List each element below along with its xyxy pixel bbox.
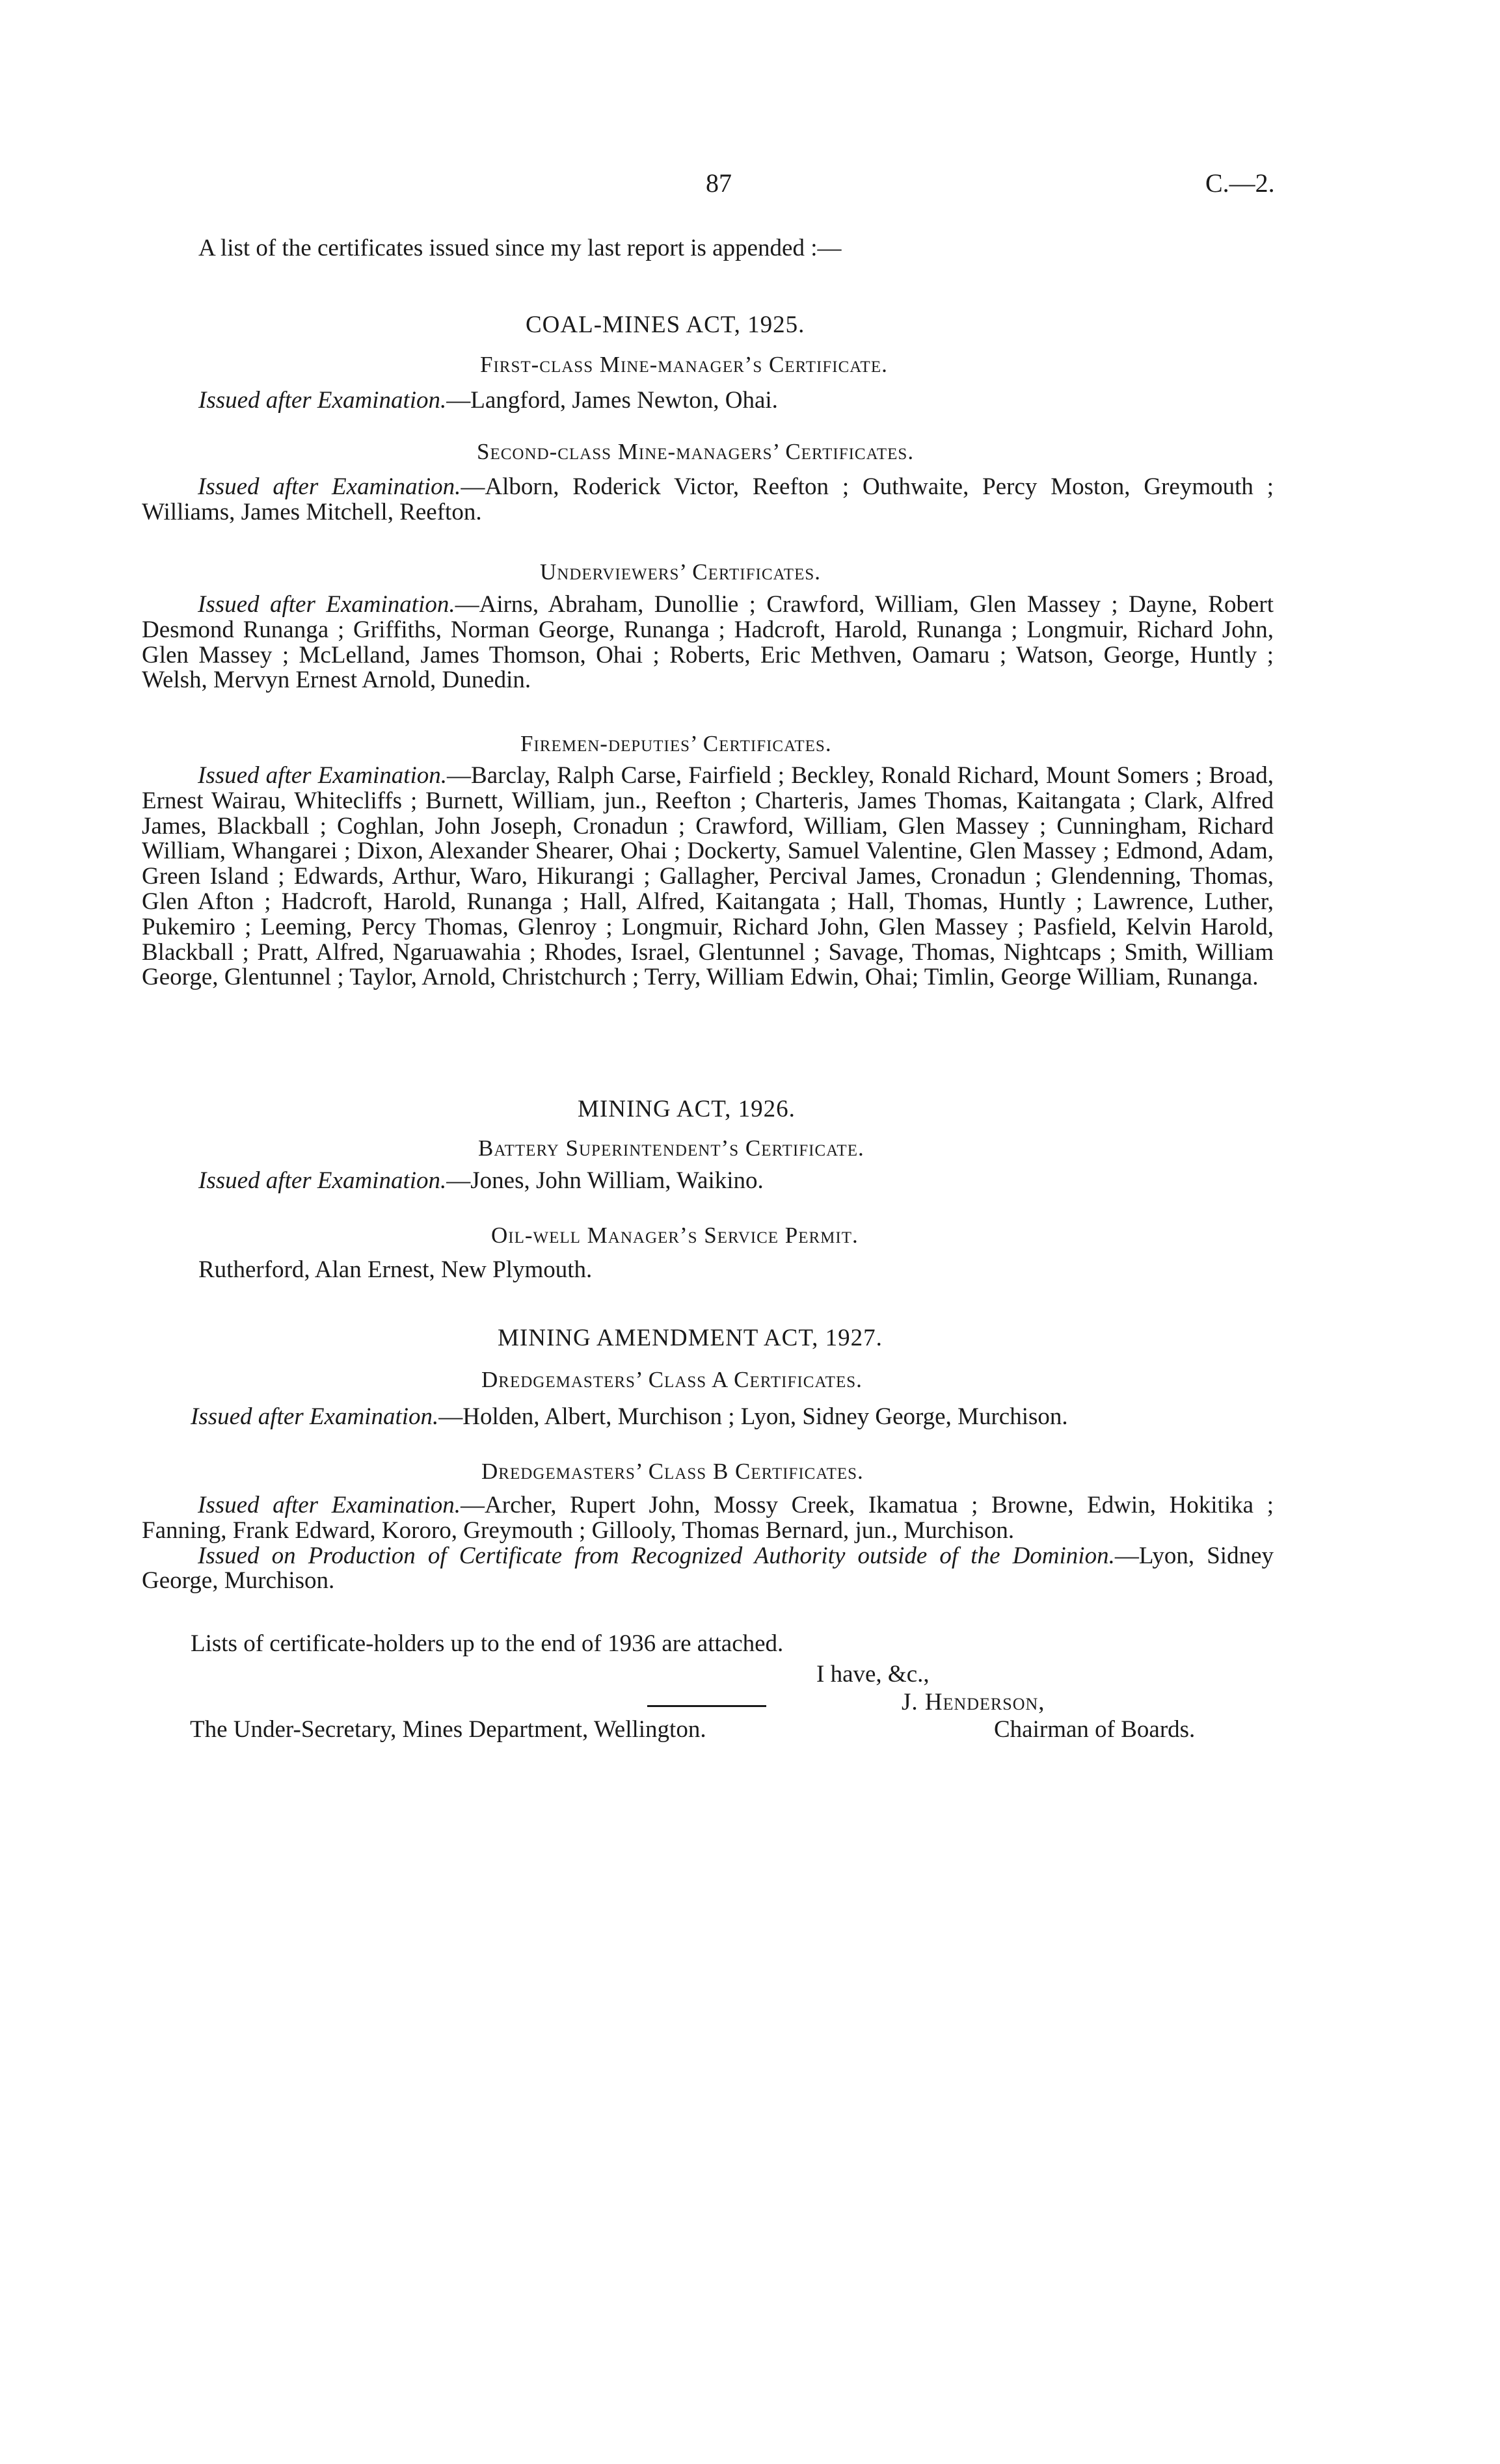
signatory-name: J. Henderson,: [902, 1689, 1045, 1716]
act-title-mining: MINING ACT, 1926.: [578, 1096, 796, 1122]
entry-first-class: [198, 388, 778, 414]
heading-second-class: Second-class Mine-managers’ Certificates.: [477, 439, 915, 464]
end-rule: [647, 1705, 766, 1707]
heading-underviewers: Underviewers’ Certificates.: [540, 559, 821, 585]
heading-class-b: Dredgemasters’ Class B Certificates.: [481, 1459, 864, 1484]
addressee: The Under-Secretary, Mines Department, Wellington.: [190, 1716, 706, 1743]
lists-note: Lists of certificate-holders up to the end of 1936 are attached.: [191, 1630, 784, 1657]
entry-text: —Archer, Rupert John, Mossy Creek, Ikamatua ; Browne, Edwin, Hokitika ; Fanning, Frank Edward, Kororo, Greymouth ; Gillooly, Thomas Bernard, jun., Murchison.: [142, 1492, 1274, 1544]
entry-oil-well-permit: Rutherford, Alan Ernest, New Plymouth.: [198, 1256, 593, 1283]
page-number: 87: [706, 168, 732, 198]
entry-text: —Holden, Albert, Murchison ; Lyon, Sidney George, Murchison.: [438, 1403, 1068, 1430]
entry-class-a: [191, 1404, 1068, 1430]
entry-underviewers: [142, 592, 1274, 693]
heading-firemen-deputies: Firemen-deputies’ Certificates.: [520, 731, 832, 756]
heading-class-a: Dredgemasters’ Class A Certificates.: [481, 1367, 863, 1392]
entry-class-b: [142, 1493, 1274, 1594]
issued-label: Issued after Examination.: [198, 1167, 447, 1194]
entry-battery-superintendent: [198, 1168, 764, 1194]
entry-second-class: [142, 475, 1274, 525]
issued-label: Issued after Examination.: [198, 591, 455, 618]
intro-line: A list of the certificates issued since my last report is appended :—: [198, 235, 842, 261]
signatory-title: Chairman of Boards.: [994, 1716, 1196, 1743]
issued-label: Issued after Examination.: [198, 762, 448, 789]
closing-i-have: I have, &c.,: [816, 1661, 930, 1688]
issued-label: Issued after Examination.: [198, 387, 447, 414]
entry-text: —Jones, John William, Waikino.: [446, 1167, 764, 1194]
act-title-mining-amendment: MINING AMENDMENT ACT, 1927.: [498, 1325, 883, 1351]
issued-label: Issued after Examination.: [198, 1492, 461, 1518]
issued-label: Issued after Examination.: [198, 473, 461, 500]
act-title-coal-mines: COAL-MINES ACT, 1925.: [526, 311, 805, 338]
heading-battery-superintendent: Battery Superintendent’s Certificate.: [478, 1135, 864, 1161]
entry-firemen-deputies: [142, 763, 1274, 990]
document-code: C.—2.: [1205, 168, 1275, 198]
heading-first-class: First-class Mine-manager’s Certificate.: [480, 352, 888, 377]
entry-text: —Alborn, Roderick Victor, Reefton ; Outhwaite, Percy Moston, Greymouth ; Williams, James Mitchell, Reefton.: [142, 473, 1274, 525]
entry-text: —Airns, Abraham, Dunollie ; Crawford, William, Glen Massey ; Dayne, Robert Desmond Runanga ; Griffiths, Norman George, Runanga ; Hadcroft, Harold, Runanga ; Longmuir, Richard John, Glen Massey ; McLelland, James Thomson, Ohai ; Roberts, Eric Methven, Oamaru ; Watson, George, Huntly ; Welsh, Mervyn Ernest Arnold, Dunedin.: [142, 591, 1274, 694]
issued-label: Issued after Examination.: [191, 1403, 439, 1430]
heading-oil-well-permit: Oil-well Manager’s Service Permit.: [491, 1223, 859, 1248]
entry-text: —Langford, James Newton, Ohai.: [446, 387, 778, 414]
entry-text-production: —Lyon, Sidney George, Murchison.: [142, 1542, 1274, 1595]
issued-label-production: Issued on Production of Certificate from Recognized Authority outside of the Dominion.: [198, 1542, 1115, 1569]
entry-text: —Barclay, Ralph Carse, Fairfield ; Beckley, Ronald Richard, Mount Somers ; Broad, Ernest Wairau, Whitecliffs ; Burnett, William, jun., Reefton ; Charteris, James Thomas, Kaitangata ; Clark, Alfred James, Blackball ; Coghlan, John Joseph, Cronadun ; Crawford, William, Glen Massey ; Cunningham, Richard William, Whangarei ; Dixon, Alexander Shearer, Ohai ; Dockerty, Samuel Valentine, Glen Massey ; Edmond, Adam, Green Island ; Edwards, Arthur, Waro, Hikurangi ; Gallagher, Percival James, Cronadun ; Glendenning, Thomas, Glen Afton ; Hadcroft, Harold, Runanga ; Hall, Alfred, Kaitangata ; Hall, Thomas, Huntly ; Lawrence, Luther, Pukemiro ; Leeming, Percy Thomas, Glenroy ; Longmuir, Richard John, Glen Massey ; Pasfield, Kelvin Harold, Blackball ; Pratt, Alfred, Ngaruawahia ; Rhodes, Israel, Glentunnel ; Savage, Thomas, Nightcaps ; Smith, William George, Glentunnel ; Taylor, Arnold, Christchurch ; Terry, William Edwin, Ohai; Timlin, George William, Runanga.: [142, 762, 1274, 991]
